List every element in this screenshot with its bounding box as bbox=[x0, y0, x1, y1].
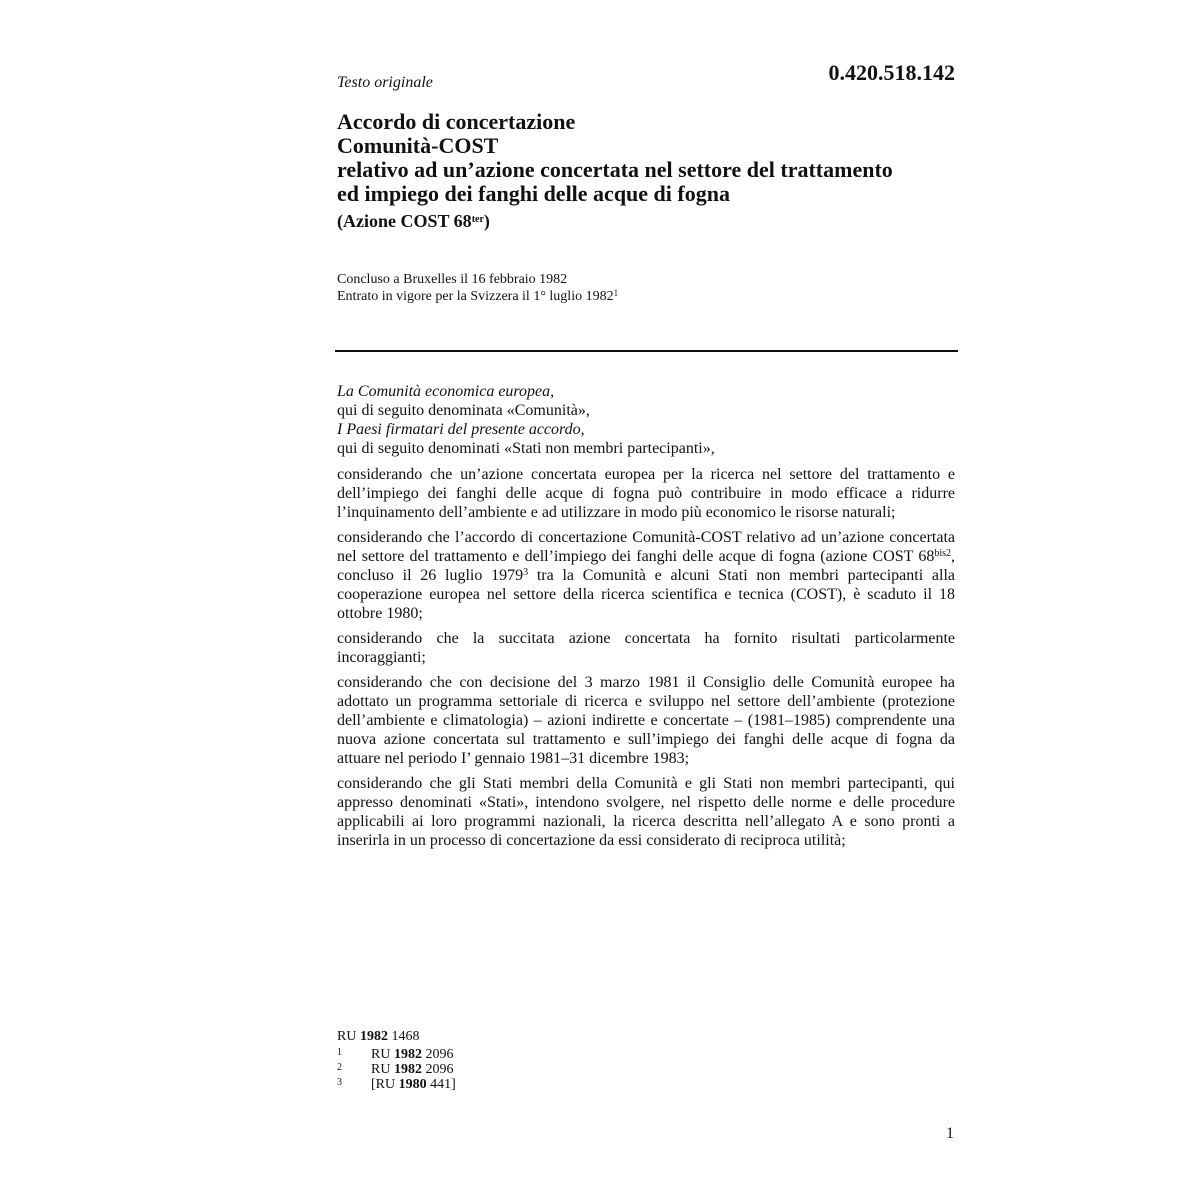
action-subtitle bbox=[337, 211, 967, 232]
ru-year: 1982 bbox=[359, 1029, 388, 1044]
footnote-year: 1980 bbox=[398, 1077, 427, 1092]
in-force-date bbox=[337, 288, 618, 305]
preamble-description: qui di seguito denominati «Stati non membri partecipanti», bbox=[337, 440, 715, 457]
recital-paragraph: considerando che la succitata azione concertata ha fornito risultati particolarmente incoraggianti; bbox=[337, 630, 955, 666]
concluded-date: Concluso a Bruxelles il 16 febbraio 1982 bbox=[337, 272, 568, 287]
footnotes-block bbox=[337, 1029, 456, 1092]
footnote-page: 441] bbox=[430, 1077, 456, 1092]
in-force-text: Entrato in vigore per la Svizzera il 1° luglio 1982 bbox=[337, 289, 614, 304]
footnote-prefix: RU bbox=[371, 1062, 391, 1077]
footnote-text bbox=[371, 1062, 453, 1077]
original-text-label: Testo originale bbox=[337, 74, 433, 91]
title-line: Comunità-COST bbox=[337, 133, 499, 158]
separator-rule bbox=[335, 350, 958, 352]
ru-page: 1468 bbox=[391, 1029, 420, 1044]
document-number: 0.420.518.142 bbox=[828, 60, 955, 85]
footnote-page: 2096 bbox=[425, 1062, 454, 1077]
recital-text: considerando che l’accordo di concertazione Comunità-COST relativo ad un’azione concertata nel settore del trattamento e dell’impiego dei fanghi delle acque di fogna (azione COST 68 bbox=[337, 529, 955, 565]
recital-text: , concluso il 26 luglio 1979 bbox=[337, 548, 955, 584]
recital-paragraph: considerando che gli Stati membri della Comunità e gli Stati non membri partecipanti, qui appresso denominati «Stati», intendono svolgere, nel rispetto delle norme e delle procedure applicabili ai loro programmi nazionali, la ricerca descritta nell’allegato A e sono pronti a inserirla in un processo di concertazione da essi considerato di reciproca utilità; bbox=[337, 775, 955, 849]
footnote-number: 1 bbox=[337, 1047, 342, 1058]
title-line: Accordo di concertazione bbox=[337, 109, 576, 134]
footnote-text bbox=[371, 1077, 456, 1092]
footnote-ref: bis2 bbox=[934, 548, 951, 559]
recital-paragraph bbox=[337, 528, 955, 623]
footnote-ref: 1 bbox=[613, 288, 619, 298]
footnote-year: 1982 bbox=[393, 1062, 422, 1077]
title-block bbox=[337, 110, 967, 232]
footnote-prefix: RU bbox=[371, 1047, 391, 1062]
document-body bbox=[337, 382, 955, 850]
page-number: 1 bbox=[946, 1125, 954, 1142]
recital-paragraph: considerando che con decisione del 3 marzo 1981 il Consiglio delle Comunità europee ha adottato un programma settoriale di ricerca e sviluppo nel settore dell’ambiente (protezione dell’ambiente e climatologia) – azioni indirette e concertate – (1981–1985) comprendente una nuova azione concertata sul trattamento e sull’impiego dei fanghi delle acque di fogna da attuare nel periodo I’ gennaio 1981–31 dicembre 1983; bbox=[337, 674, 955, 767]
footnote-text bbox=[371, 1047, 453, 1062]
recital-text: tra la Comunità e alcuni Stati non membri partecipanti alla cooperazione europea nel settore della ricerca scientifica e tecnica (COST), è scaduto il 18 ottobre 1980; bbox=[337, 567, 955, 622]
subtitle-close: ) bbox=[483, 211, 490, 231]
ru-prefix: RU bbox=[337, 1029, 357, 1044]
preamble-party: I Paesi firmatari del presente accordo, bbox=[337, 421, 585, 438]
footnote-page: 2096 bbox=[425, 1047, 454, 1062]
ru-reference bbox=[337, 1029, 456, 1044]
subtitle-text: (Azione COST 68 bbox=[337, 211, 472, 231]
preamble-party: La Comunità economica europea, bbox=[337, 383, 555, 400]
title-line: ed impiego dei fanghi delle acque di fogna bbox=[337, 181, 730, 206]
footnote-year: 1982 bbox=[393, 1047, 422, 1062]
footnote-number: 3 bbox=[337, 1077, 342, 1088]
recital-paragraph: considerando che un’azione concertata europea per la ricerca nel settore del trattamento e dell’impiego dei fanghi delle acque di fogna può contribuire in modo efficace a ridurre l’inquinamento dell’ambiente e ad utilizzare in modo più economico le risorse naturali; bbox=[337, 466, 955, 521]
subtitle-superscript: ter bbox=[471, 214, 484, 225]
footnote-item bbox=[337, 1077, 456, 1092]
footnote-ref: 3 bbox=[523, 567, 529, 578]
dates-block bbox=[337, 271, 618, 305]
title-line: relativo ad un’azione concertata nel settore del trattamento bbox=[337, 157, 893, 182]
footnote-number: 2 bbox=[337, 1062, 342, 1073]
preamble-description: qui di seguito denominata «Comunità», bbox=[337, 402, 590, 419]
footnote-prefix: [RU bbox=[371, 1077, 396, 1092]
